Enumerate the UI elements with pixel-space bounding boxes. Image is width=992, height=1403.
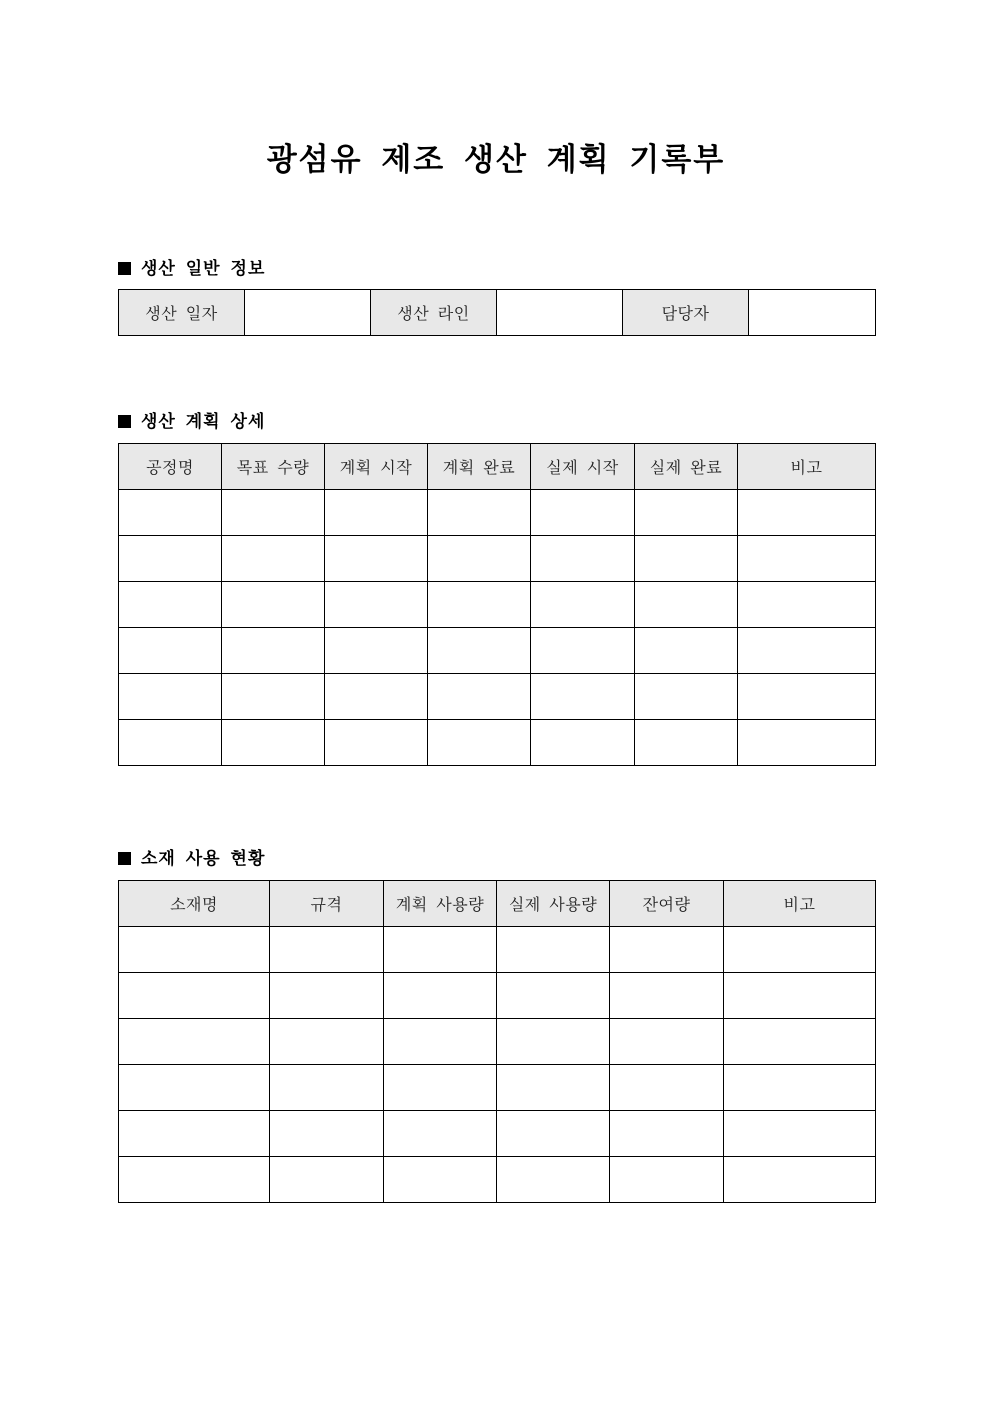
table-cell[interactable] <box>119 536 222 582</box>
table-cell[interactable] <box>635 536 738 582</box>
plan-detail-table <box>118 443 876 766</box>
column-header: 공정명 <box>119 444 222 490</box>
table-row <box>119 720 876 766</box>
table-cell[interactable] <box>325 720 428 766</box>
table-cell[interactable] <box>119 1019 270 1065</box>
table-row <box>119 628 876 674</box>
column-header: 규격 <box>270 881 384 927</box>
table-cell[interactable] <box>119 720 222 766</box>
table-cell[interactable] <box>270 1019 384 1065</box>
table-cell[interactable] <box>610 973 724 1019</box>
table-row <box>119 290 876 336</box>
square-bullet-icon <box>118 262 131 275</box>
table-cell[interactable] <box>738 720 876 766</box>
table-cell[interactable] <box>610 1111 724 1157</box>
table-cell[interactable] <box>270 1157 384 1203</box>
material-usage-table <box>118 880 876 1203</box>
table-cell[interactable] <box>428 674 531 720</box>
table-row <box>119 490 876 536</box>
table-cell[interactable] <box>325 490 428 536</box>
column-header: 실제 사용량 <box>497 881 610 927</box>
column-header: 실제 완료 <box>635 444 738 490</box>
field-label-manager: 담당자 <box>623 290 749 336</box>
table-cell[interactable] <box>270 927 384 973</box>
square-bullet-icon <box>118 415 131 428</box>
field-label-production-date: 생산 일자 <box>119 290 245 336</box>
table-cell[interactable] <box>119 582 222 628</box>
column-header: 잔여량 <box>610 881 724 927</box>
table-cell[interactable] <box>119 490 222 536</box>
table-cell[interactable] <box>497 973 610 1019</box>
table-cell[interactable] <box>384 927 497 973</box>
column-header: 실제 시작 <box>531 444 635 490</box>
table-cell[interactable] <box>270 973 384 1019</box>
table-cell[interactable] <box>738 536 876 582</box>
table-cell[interactable] <box>531 582 635 628</box>
table-row <box>119 536 876 582</box>
table-cell[interactable] <box>119 973 270 1019</box>
table-cell[interactable] <box>270 1065 384 1111</box>
table-row <box>119 674 876 720</box>
table-cell[interactable] <box>428 582 531 628</box>
table-cell[interactable] <box>635 628 738 674</box>
table-cell[interactable] <box>635 582 738 628</box>
square-bullet-icon <box>118 852 131 865</box>
table-cell[interactable] <box>531 536 635 582</box>
table-cell[interactable] <box>724 1065 876 1111</box>
table-row <box>119 582 876 628</box>
table-header-row <box>119 444 876 490</box>
table-row <box>119 1157 876 1203</box>
section-heading-general-info: 생산 일반 정보 <box>118 254 265 279</box>
table-cell[interactable] <box>222 628 325 674</box>
table-cell[interactable] <box>724 927 876 973</box>
table-cell[interactable] <box>610 927 724 973</box>
table-cell[interactable] <box>325 536 428 582</box>
table-cell[interactable] <box>428 536 531 582</box>
table-cell[interactable] <box>531 628 635 674</box>
production-line-field[interactable] <box>497 290 623 336</box>
table-cell[interactable] <box>119 674 222 720</box>
table-row <box>119 927 876 973</box>
table-cell[interactable] <box>384 973 497 1019</box>
table-cell[interactable] <box>635 720 738 766</box>
production-date-field[interactable] <box>245 290 371 336</box>
column-header: 계획 완료 <box>428 444 531 490</box>
table-cell[interactable] <box>497 1019 610 1065</box>
table-row <box>119 973 876 1019</box>
table-header-row <box>119 881 876 927</box>
table-cell[interactable] <box>497 1111 610 1157</box>
column-header: 비고 <box>738 444 876 490</box>
column-header: 비고 <box>724 881 876 927</box>
table-cell[interactable] <box>222 674 325 720</box>
table-cell[interactable] <box>428 720 531 766</box>
general-info-table <box>118 289 876 336</box>
table-cell[interactable] <box>222 536 325 582</box>
table-cell[interactable] <box>724 973 876 1019</box>
table-cell[interactable] <box>384 1111 497 1157</box>
table-cell[interactable] <box>119 1157 270 1203</box>
table-cell[interactable] <box>428 490 531 536</box>
table-row <box>119 1111 876 1157</box>
table-cell[interactable] <box>738 674 876 720</box>
manager-field[interactable] <box>749 290 876 336</box>
table-cell[interactable] <box>325 628 428 674</box>
table-cell[interactable] <box>531 490 635 536</box>
table-cell[interactable] <box>610 1019 724 1065</box>
table-cell[interactable] <box>724 1157 876 1203</box>
table-cell[interactable] <box>270 1111 384 1157</box>
section-heading-material-usage: 소재 사용 현황 <box>118 844 265 869</box>
table-cell[interactable] <box>325 582 428 628</box>
table-cell[interactable] <box>384 1157 497 1203</box>
table-cell[interactable] <box>119 628 222 674</box>
table-cell[interactable] <box>724 1019 876 1065</box>
table-cell[interactable] <box>610 1065 724 1111</box>
table-cell[interactable] <box>119 927 270 973</box>
column-header: 소재명 <box>119 881 270 927</box>
field-label-production-line: 생산 라인 <box>371 290 497 336</box>
document-title: 광섬유 제조 생산 계획 기록부 <box>266 142 726 178</box>
table-cell[interactable] <box>119 1065 270 1111</box>
table-cell[interactable] <box>724 1111 876 1157</box>
table-cell[interactable] <box>497 1065 610 1111</box>
table-row <box>119 1019 876 1065</box>
table-cell[interactable] <box>428 628 531 674</box>
table-cell[interactable] <box>222 720 325 766</box>
table-cell[interactable] <box>384 1019 497 1065</box>
table-cell[interactable] <box>738 490 876 536</box>
table-cell[interactable] <box>531 720 635 766</box>
table-cell[interactable] <box>497 1157 610 1203</box>
table-cell[interactable] <box>222 582 325 628</box>
table-cell[interactable] <box>738 582 876 628</box>
table-cell[interactable] <box>635 674 738 720</box>
table-cell[interactable] <box>531 674 635 720</box>
table-cell[interactable] <box>635 490 738 536</box>
table-cell[interactable] <box>738 628 876 674</box>
table-cell[interactable] <box>384 1065 497 1111</box>
table-row <box>119 1065 876 1111</box>
section-heading-plan-detail: 생산 계획 상세 <box>118 407 265 432</box>
table-cell[interactable] <box>119 1111 270 1157</box>
column-header: 계획 사용량 <box>384 881 497 927</box>
column-header: 계획 시작 <box>325 444 428 490</box>
table-cell[interactable] <box>497 927 610 973</box>
table-cell[interactable] <box>325 674 428 720</box>
table-cell[interactable] <box>222 490 325 536</box>
table-cell[interactable] <box>610 1157 724 1203</box>
column-header: 목표 수량 <box>222 444 325 490</box>
